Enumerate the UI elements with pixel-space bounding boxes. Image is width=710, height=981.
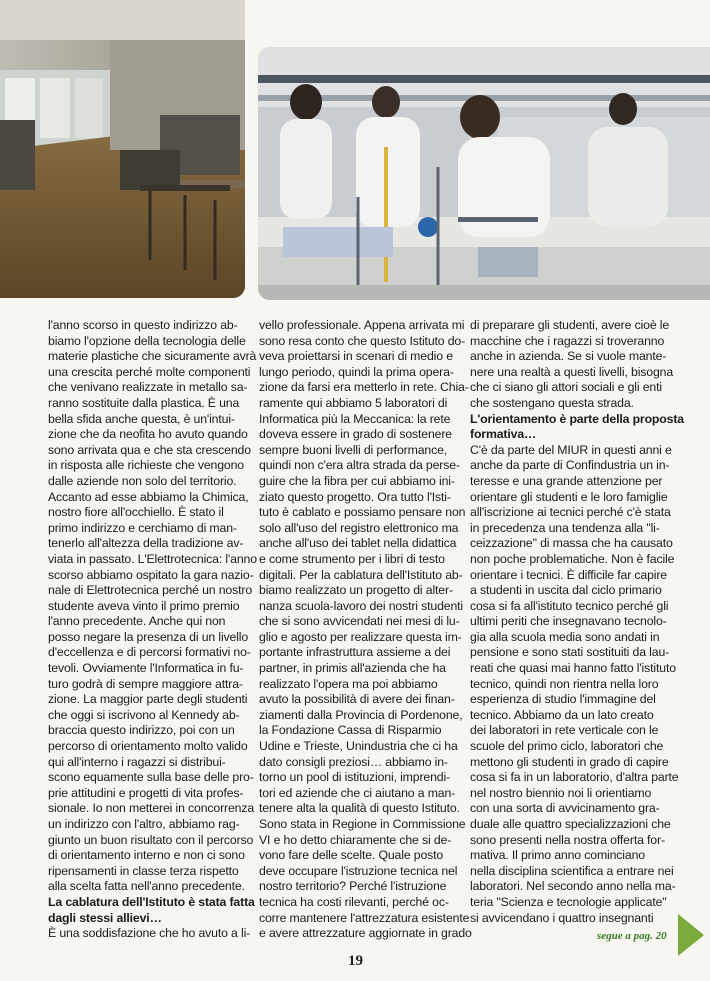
body-text-line: anche all'uso dei tablet nella didattica [259,536,457,551]
body-text-line: tenere alta la qualità di questo Istituto. [259,801,460,816]
body-text-line: di orientamento interno e non ci sono [48,848,245,863]
body-text-line: nella disciplina scientifica a entrare nei [470,863,674,878]
body-text-line: sempre buoni livelli di performance, [259,442,448,457]
body-text-line: sono arrivata qua e che sta crescendo [48,442,251,457]
body-text-line: sionale. Io non metterei in concorrenza [48,801,255,816]
body-text-line: scuole del primo ciclo, laboratori che [470,739,664,754]
body-text-line: veva proiettarsi in scenari di medio e [259,349,453,364]
text-column-1 [48,318,257,942]
body-text-line: che sostengano questa strada. [470,395,634,410]
body-text-line: all'iscrizione ai tecnici perché c'è stata [470,505,671,520]
continued-on-page-note: segue a pag. 20 [597,930,667,942]
body-text-line: l'anno precedente. Anche qui non [48,614,226,629]
body-text-line: dato consigli preziosi… abbiamo in- [259,754,448,769]
body-text-line: e avere attrezzature aggiornate in grado [259,926,472,941]
body-text-line: orientare i tecnici. È difficile far capire [470,567,667,582]
body-text-line: tori ed aziende che ci aiutano a man- [259,785,456,800]
body-text-line: corre mantenere l'attrezzatura esistente [259,910,470,925]
body-text-line: vello professionale. Appena arrivata mi [259,318,465,332]
body-text-line: viata in passato. L'Elettrotecnica: l'anno [48,551,257,566]
body-text-line: con una sorta di avvicinamento gra- [470,801,660,816]
body-text-line: digitali. Per la cablatura dell'Istituto ab- [259,567,463,582]
body-text-line: turo godrà di sempre maggiore attra- [48,676,243,691]
body-text-line: dalle aziende non solo del territorio. [48,473,237,488]
body-text-line: biamo l'opzione della tecnologia delle [48,333,246,348]
body-text-line: portante infrastruttura assieme a dei [259,645,451,660]
subheading-line: dagli stessi allievi… [48,910,162,925]
page-number: 19 [348,953,363,969]
body-text-line: zione da farsi era metterlo in rete. Chia- [259,380,469,395]
body-text-line: guire che la fibra per cui abbiamo ini- [259,473,455,488]
body-text-line: nostro fiore all'occhiello. È stato il [48,505,224,520]
subheading-line: La cablatura dell'Istituto è stata fatta [48,894,255,909]
body-text-line: tenerlo all'altezza della tradizione av- [48,536,244,551]
body-text-line: glio e agosto per realizzare questa im- [259,629,462,644]
lab-students-photo [258,47,710,300]
body-text-line: torno un pool di istituzioni, imprendi- [259,770,451,785]
body-text-line: biamo realizzato un progetto di alter- [259,583,453,598]
body-text-line: a studenti in uscita dal ciclo primario [470,583,662,598]
body-text-line: tuto è cablato e possiamo pensare non [259,505,466,520]
body-text-line: primo indirizzo e cerchiamo di man- [48,520,237,535]
body-text-line: l'anno scorso in questo indirizzo ab- [48,318,238,332]
body-text-line: Informatica più la Meccanica: la rete [259,411,451,426]
body-text-line: alla scelta fatta nell'anno precedente. [48,879,245,894]
body-text-line: posso negare la presenza di un livello [48,629,249,644]
body-text-line: quindi non c'era altra strada da perse- [259,458,460,473]
body-text-line: partner, in primis all'azienda che ha [259,661,446,676]
body-text-line: che venivano realizzate in metallo sa- [48,380,248,395]
body-text-line: materie plastiche che sicuramente avrà [48,349,257,364]
body-text-line: solo all'uso del registro elettronico ma [259,520,459,535]
body-text-line: macchine che i ragazzi si troveranno [470,333,665,348]
body-text-line: VI e ho detto chiaramente che si de- [259,832,452,847]
next-page-arrow-icon [676,912,706,958]
body-text-line: nere una realtà a questi livelli, bisogna [470,364,674,379]
body-text-line: una crescita perché molte componenti [48,364,251,379]
body-text-line: e come strumento per i libri di testo [259,551,445,566]
body-text-line: ranno sostituite dalla plastica. È una [48,395,240,410]
text-column-3 [470,318,684,926]
body-text-line: ripensamenti in classe terza rispetto [48,863,239,878]
body-text-line: anche in azienda. Se si vuole mante- [470,349,667,364]
body-text-line: ziato questo progetto. Ora tutto l'Isti- [259,489,451,504]
body-text-line: sono presenti nella nostra offerta for- [470,832,665,847]
body-text-line: tevoli. Ovviamente l'Informatica in fu- [48,661,244,676]
subheading-line: L'orientamento è parte della proposta [470,411,684,426]
body-text-line: nostro territorio? Perché l'istruzione [259,879,447,894]
body-text-line: cosa si fa all'istituto tecnico perché gli [470,598,669,613]
body-text-line: teresse e una grande attenzione per [470,473,663,488]
body-text-line: mettono gli studenti in grado di capire [470,754,669,769]
body-text-line: vono fare delle scelte. Quale posto [259,848,444,863]
body-text-line: braccia questo indirizzo, poi con un [48,723,235,738]
body-text-line: bella sfida anche questa, è un'intui- [48,411,235,426]
body-text-line: duale alle quattro specializzazioni che [470,817,671,831]
body-text-line: di preparare gli studenti, avere cioè le [470,318,670,332]
body-text-line: nel nostro biennio noi li orientiamo [470,785,652,800]
body-text-line: non poche problematiche. Non è facile [470,551,675,566]
body-text-line: esperienza di studio l'immagine del [470,692,656,707]
body-text-line: d'eccellenza e di percorsi formativi no- [48,645,251,660]
body-text-line: dei laboratori in rete verticale con le [470,723,659,738]
body-text-line: in risposta alle richieste che vengono [48,458,244,473]
body-text-line: un indirizzo con l'altro, abbiamo rag- [48,817,240,831]
body-text-line: tecnico, quindi non rientra nella loro [470,676,659,691]
body-text-line: tecnico. Abbiamo da un lato creato [470,707,654,722]
body-text-line: cosa si fa in un laboratorio, d'altra parte [470,770,679,785]
body-text-line: la Fondazione Cassa di Risparmio [259,723,442,738]
body-text-line: percorso di orientamento molto valido [48,739,248,754]
body-text-line: deve occupare l'istruzione tecnica nel [259,863,458,878]
body-text-line: realizzato l'opera ma poi abbiamo [259,676,438,691]
body-text-line: nanza scuola-lavoro dei nostri studenti [259,598,464,613]
body-text-line: che oggi si iscrivono al Kennedy ab- [48,707,240,722]
body-text-line: Accanto ad esse abbiamo la Chimica, [48,489,249,504]
body-text-line: ultimi periti che insegnavano tecnolo- [470,614,667,629]
body-text-line: tecnica ha costi rilevanti, perché oc- [259,894,449,909]
body-text-line: nale di Elettrotecnica perché un nostro [48,583,253,598]
body-text-line: zione che da neofita ho avuto quando [48,427,248,442]
body-text-line: C'è da parte del MIUR in questi anni e [470,442,672,457]
body-text-line: avuto la possibilità di avere dei finan- [259,692,455,707]
body-text-line: anche da parte di Confindustria un in- [470,458,670,473]
body-text-line: in precedenza una tendenza alla "li- [470,520,660,535]
body-text-line: È una soddisfazione che ho avuto a li- [48,926,251,941]
body-text-line: Sono stata in Regione in Commissione [259,817,466,831]
body-text-line: prie attitudini e progetti di vita profes- [48,785,244,800]
body-text-line: studente aveva vinto il primo premio [48,598,240,613]
body-text-line: lungo periodo, quindi la prima opera- [259,364,454,379]
body-text-line: Udine e Trieste, Unindustria che ci ha [259,739,458,754]
body-text-line: doveva essere in grado di sostenere [259,427,452,442]
text-column-2 [259,318,472,942]
body-text-line: orientare gli studenti e le loro famiglie [470,489,668,504]
body-text-line: zione. La maggior parte degli studenti [48,692,248,707]
body-text-line: mativa. Il primo anno cominciano [470,848,645,863]
body-text-line: reati che quasi mai hanno fatto l'istituto [470,661,676,676]
body-text-line: ramente qui abbiamo 5 laboratori di [259,395,448,410]
body-text-line: che ci siano gli attori sociali e gli enti [470,380,662,395]
body-text-line: ziamenti dalla Provincia di Pordenone, [259,707,463,722]
subheading-line: formativa… [470,427,537,442]
body-text-line: scorso abbiamo ospitato la gara nazio- [48,567,254,582]
body-text-line: ceizzazione" di massa che ha causato [470,536,673,551]
body-text-line: sono resa conto che questo Istituto do- [259,333,466,348]
workshop-photo [0,0,245,298]
body-text-line: che si sono avvicendati nei mesi di lu- [259,614,460,629]
body-text-line: gia alla scuola media sono andati in [470,629,660,644]
body-text-line: scono equamente sulla base delle pro- [48,770,254,785]
body-text-line: laboratori. Nel secondo anno nella ma- [470,879,676,894]
body-text-line: teria "Scienza e tecnologie applicate" [470,894,667,909]
body-text-line: qui all'interno i ragazzi si distribui- [48,754,226,769]
body-text-line: giunto un buon risultato con il percorso [48,832,254,847]
body-text-line: pensione e sono stati sostituiti da lau- [470,645,670,660]
body-text-line: si avvicendano i quattro insegnanti [470,910,654,925]
